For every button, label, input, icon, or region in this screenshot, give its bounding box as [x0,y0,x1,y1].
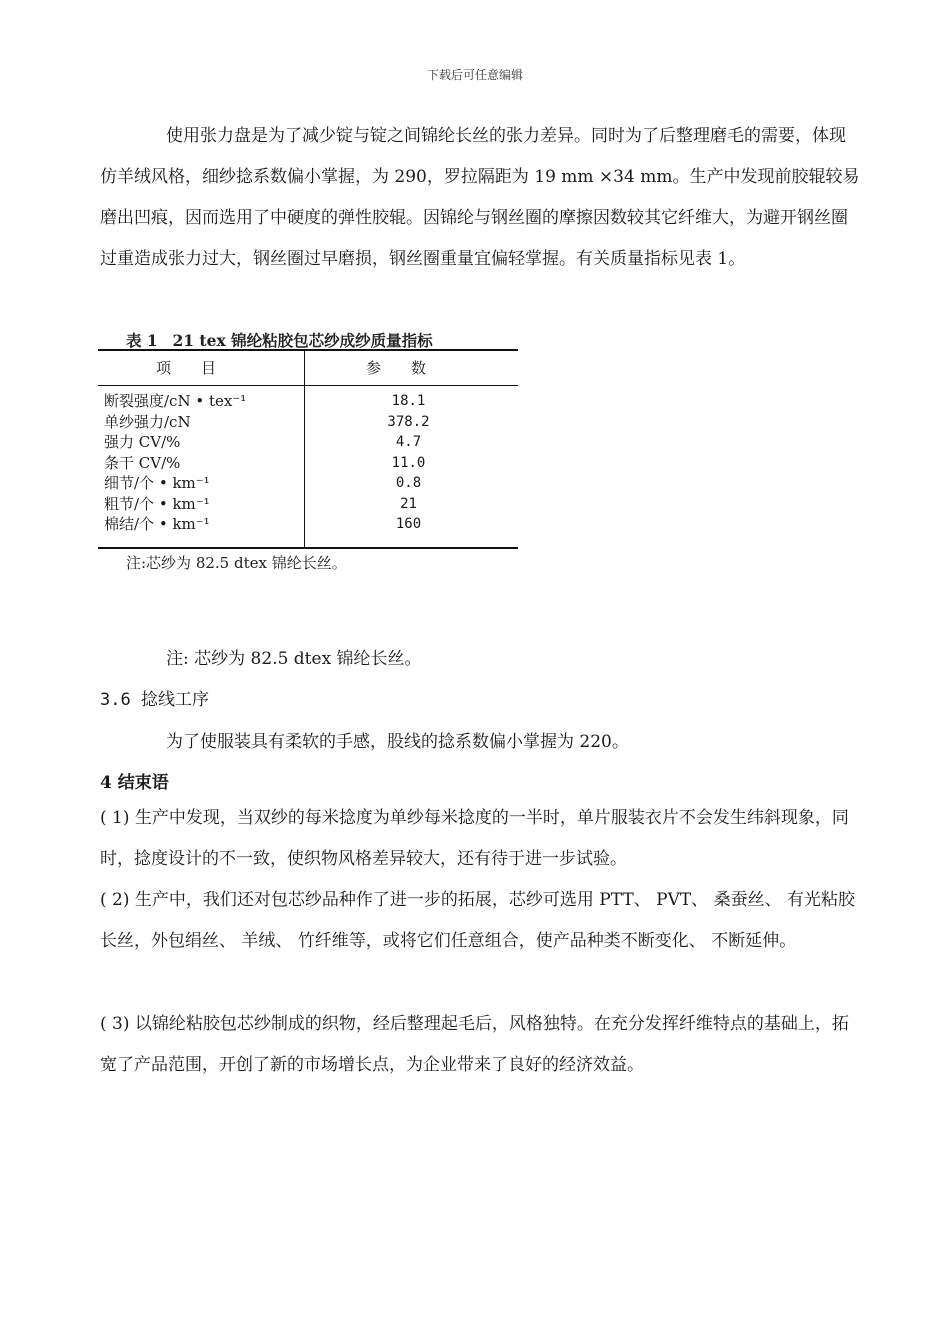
row-label: 细节/个 • km⁻¹ [104,474,210,492]
conclusion-item-3: ( 3) 以锦纶粘胶包芯纱制成的织物，经后整理起毛后，风格独特。在充分发挥纤维特点的基础上，拓宽了产品范围，开创了新的市场增长点，为企业带来了良好的经济效益。 [100,1014,849,1075]
table-header-item: 项目 [156,359,247,377]
row-label: 单纱强力/cN [104,412,191,431]
row-label: 强力 CV/% [104,433,181,451]
row-label: 断裂强度/cN • tex⁻¹ [104,392,247,410]
conclusion-item-2: ( 2) 生产中，我们还对包芯纱品种作了进一步的拓展，芯纱可选用 PTT、 PVT、 桑蚕丝、 有光粘胶长丝，外包绢丝、 羊绒、 竹纤维等，或将它们任意组合，使产品种类不断变化、 不断延伸。 [100,890,855,951]
paragraph-tension: 使用张力盘是为了减少锭与锭之间锦纶长丝的张力差异。同时为了后整理磨毛的需要，体现仿羊绒风格，细纱捻系数偏小掌握，为 290，罗拉隔距为 19 mm ×34 mm。生产中发现前胶辊较易磨出凹痕，因而选用了中硬度的弹性胶辊。因锦纶与钢丝圈的摩擦因数较其它纤维大，为避开钢丝圈过重造成张力过大，钢丝圈过早磨损，钢丝圈重量宜偏轻掌握。有关质量指标见表 1。 [100,126,860,269]
row-value: 0.8 [395,475,422,491]
table-row [104,514,518,535]
row-value: 21 [400,495,417,512]
section-heading-4: 4 结束语 [100,773,169,793]
core-yarn-note: 注: 芯纱为 82.5 dtex 锦纶长丝。 [166,649,422,669]
table-row [104,432,518,453]
row-value: 18.1 [391,393,426,409]
table-caption [126,329,433,351]
row-value: 378.2 [387,413,430,430]
row-label: 粗节/个 • km⁻¹ [104,494,210,513]
paragraph-twisting: 为了使服装具有柔软的手感，股线的捻系数偏小掌握为 220。 [166,732,629,752]
table-row [104,453,518,474]
table-row [104,412,518,433]
table-number: 表 1 [126,331,158,350]
table-row [104,391,518,412]
table-body [104,391,518,535]
quality-table [98,349,518,549]
row-value: 11.0 [391,454,426,471]
conclusion-item-1: ( 1) 生产中发现，当双纱的每米捻度为单纱每米捻度的一半时，单片服装衣片不会发生纬斜现象，同时，捻度设计的不一致，使织物风格差异较大，还有待于进一步试验。 [100,808,849,869]
row-value: 4.7 [395,434,422,450]
table-header-param: 参数 [366,359,457,377]
table-row [104,473,518,494]
table-footnote: 注:芯纱为 82.5 dtex 锦纶长丝。 [126,554,347,572]
page-header: 下载后可任意编辑 [426,68,523,82]
table-title: 21 tex 锦纶粘胶包芯纱成纱质量指标 [172,331,433,350]
section-heading-3-6: 3.6 捻线工序 [100,690,209,710]
row-label: 棉结/个 • km⁻¹ [104,515,210,533]
table-row [104,494,518,515]
row-value: 160 [395,516,422,532]
row-label: 条干 CV/% [104,453,181,472]
table-header-rule [98,385,518,386]
